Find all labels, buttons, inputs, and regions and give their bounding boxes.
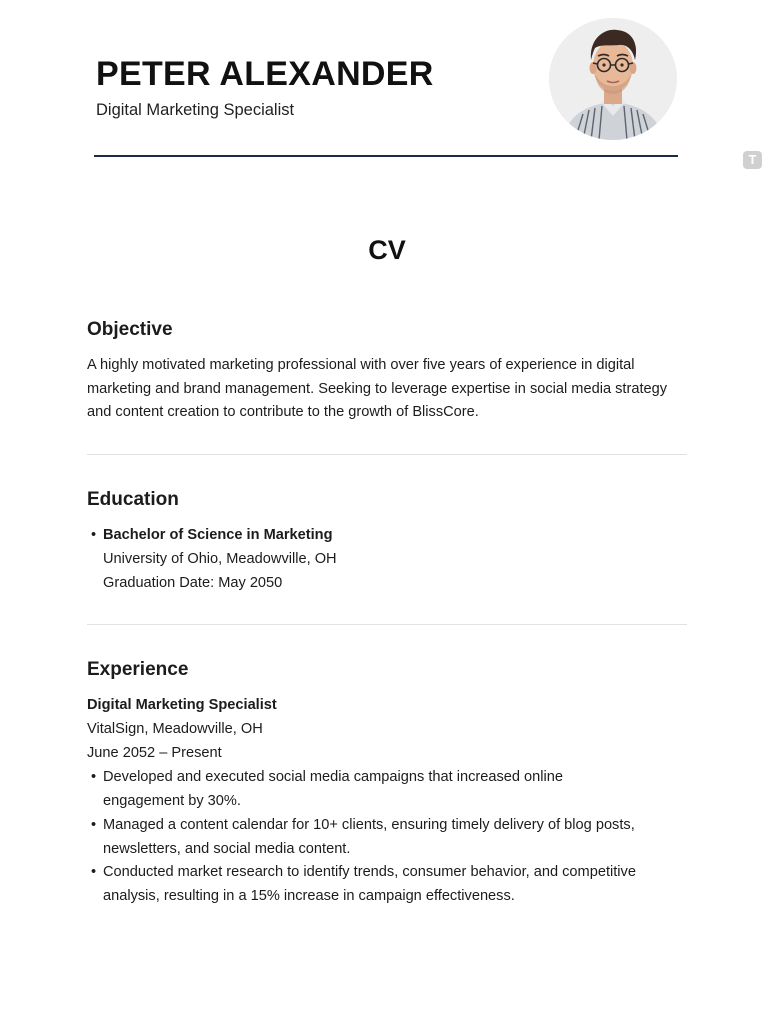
- bullet-dot: •: [91, 817, 97, 833]
- header-divider: [94, 155, 678, 157]
- bullet-dot: •: [91, 527, 97, 543]
- bullet-dot: •: [91, 769, 97, 785]
- bullet-dot: •: [91, 864, 97, 880]
- experience-bullet: Developed and executed social media campaigns that increased online engagement by 30%.: [103, 769, 563, 809]
- candidate-name: PETER ALEXANDER: [96, 55, 434, 93]
- objective-text: A highly motivated marketing professional with over five years of experience in digital marketing and brand management. Seeking to leverage expertise in social media strategy and content creation to contribute to the growth of BlissCore.: [87, 357, 668, 421]
- experience-heading: Experience: [87, 659, 189, 680]
- candidate-role: Digital Marketing Specialist: [96, 101, 295, 119]
- experience-bullet: Conducted market research to identify trends, consumer behavior, and competitive analysis, resulting in a 15% increase in campaign effectiveness.: [103, 864, 636, 904]
- objective-heading: Objective: [87, 319, 173, 340]
- education-heading: Education: [87, 489, 179, 510]
- experience-company: VitalSign, Meadowville, OH: [87, 721, 263, 737]
- experience-dates: June 2052 – Present: [87, 745, 222, 761]
- education-graduation: Graduation Date: May 2050: [103, 575, 283, 591]
- profile-photo: [549, 18, 677, 140]
- experience-bullet: Managed a content calendar for 10+ clients, ensuring timely delivery of blog posts, newsletters, and social media content.: [103, 817, 635, 857]
- document-title: CV: [368, 235, 406, 265]
- education-degree: Bachelor of Science in Marketing: [103, 527, 333, 543]
- section-divider: [87, 624, 687, 625]
- education-school: University of Ohio, Meadowville, OH: [103, 551, 337, 567]
- experience-job-title: Digital Marketing Specialist: [87, 697, 277, 713]
- template-badge-icon[interactable]: T: [743, 151, 762, 169]
- section-divider: [87, 454, 687, 455]
